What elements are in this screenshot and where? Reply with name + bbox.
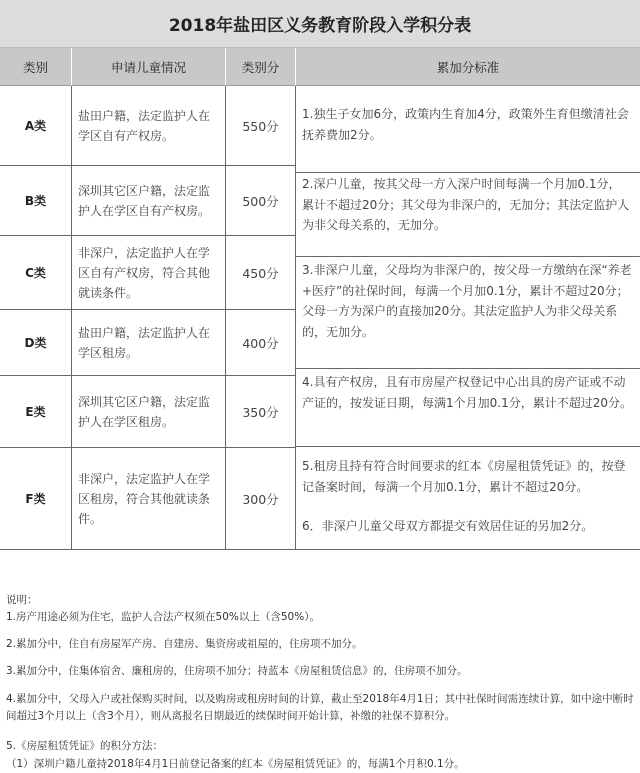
note-item: 5.《房屋租赁凭证》的积分方法： bbox=[6, 740, 164, 752]
notes-heading: 说明： bbox=[6, 594, 38, 606]
note-item: 2.累加分中，住自有房屋军产房、自建房、集资房或祖屋的，住房项不加分。 bbox=[6, 638, 363, 650]
row-c-category: C类 bbox=[0, 236, 72, 310]
bonus-rule: 3.非深户儿童，父母均为非深户的，按父母一方缴纳在深“养老+医疗”的社保时间，每满一个月加0.1分，累计不超过20分；父母一方为深户的直接加20分。其法定监护人为非父母关系的，无加分。 bbox=[302, 263, 632, 339]
row-c-score: 450分 bbox=[226, 236, 296, 310]
header-situation: 申请儿童情况 bbox=[72, 48, 226, 86]
row-b-category: B类 bbox=[0, 166, 72, 236]
row-f-score: 300分 bbox=[226, 448, 296, 550]
bonus-rule: 4.具有产权房，且有市房屋产权登记中心出具的房产证或不动产证的，按发证日期，每满1个月加0.1分，累计不超过20分。 bbox=[302, 375, 632, 410]
rule-divider bbox=[296, 172, 640, 173]
note-item: 4.累加分中，父母入户或社保购买时间，以及购房或租房时间的计算，截止至2018年4月1日；其中社保时间需连续计算，如中途中断时间超过3个月以上（含3个月），则从离报名日期最近的续保时间开始计算，补缴的社保不算积分。 bbox=[6, 693, 634, 722]
row-f-situation: 非深户，法定监护人在学区租房，符合其他就读条件。 bbox=[72, 448, 226, 550]
row-b-situation: 深圳其它区户籍，法定监护人在学区自有产权房。 bbox=[72, 166, 226, 236]
row-f-category: F类 bbox=[0, 448, 72, 550]
row-e-score: 350分 bbox=[226, 376, 296, 448]
rule-divider bbox=[296, 256, 640, 257]
note-item: 1.房产用途必须为住宅，监护人合法产权须在50%以上（含50%）。 bbox=[6, 611, 320, 623]
bonus-rules-cell bbox=[296, 86, 640, 550]
row-e-category: E类 bbox=[0, 376, 72, 448]
bonus-rule: 1.独生子女加6分，政策内生育加4分，政策外生育但缴清社会抚养费加2分。 bbox=[302, 107, 629, 142]
bonus-rule: 2.深户儿童，按其父母一方入深户时间每满一个月加0.1分，累计不超过20分；其父母为非深户的，无加分；其法定监护人为非父母关系的，无加分。 bbox=[302, 177, 630, 232]
row-e-situation: 深圳其它区户籍，法定监护人在学区租房。 bbox=[72, 376, 226, 448]
row-b-score: 500分 bbox=[226, 166, 296, 236]
header-bonus: 累加分标准 bbox=[296, 48, 640, 86]
bonus-rule: 5.租房且持有符合时间要求的红本《房屋租赁凭证》的，按登记备案时间，每满一个月加0.1分，累计不超过20分。 bbox=[302, 459, 626, 494]
row-d-situation: 盐田户籍，法定监护人在学区租房。 bbox=[72, 310, 226, 376]
header-category: 类别 bbox=[0, 48, 72, 86]
header-score: 类别分 bbox=[226, 48, 296, 86]
row-a-situation: 盐田户籍，法定监护人在学区自有产权房。 bbox=[72, 86, 226, 166]
note-item: 3.累加分中，住集体宿舍、廉租房的，住房项不加分；持蓝本《房屋租赁信息》的，住房项不加分。 bbox=[6, 665, 468, 677]
table-title: 2018年盐田区义务教育阶段入学积分表 bbox=[0, 0, 640, 48]
note-item: （1）深圳户籍儿童持2018年4月1日前登记备案的红本《房屋租赁凭证》的，每满1个月积0.1分。 bbox=[6, 758, 465, 770]
rule-divider bbox=[296, 446, 640, 447]
rule-divider bbox=[296, 368, 640, 369]
row-d-score: 400分 bbox=[226, 310, 296, 376]
row-c-situation: 非深户，法定监护人在学区自有产权房，符合其他就读条件。 bbox=[72, 236, 226, 310]
row-a-category: A类 bbox=[0, 86, 72, 166]
row-a-score: 550分 bbox=[226, 86, 296, 166]
bonus-rule: 6．非深户儿童父母双方都提交有效居住证的另加2分。 bbox=[302, 519, 594, 533]
row-d-category: D类 bbox=[0, 310, 72, 376]
